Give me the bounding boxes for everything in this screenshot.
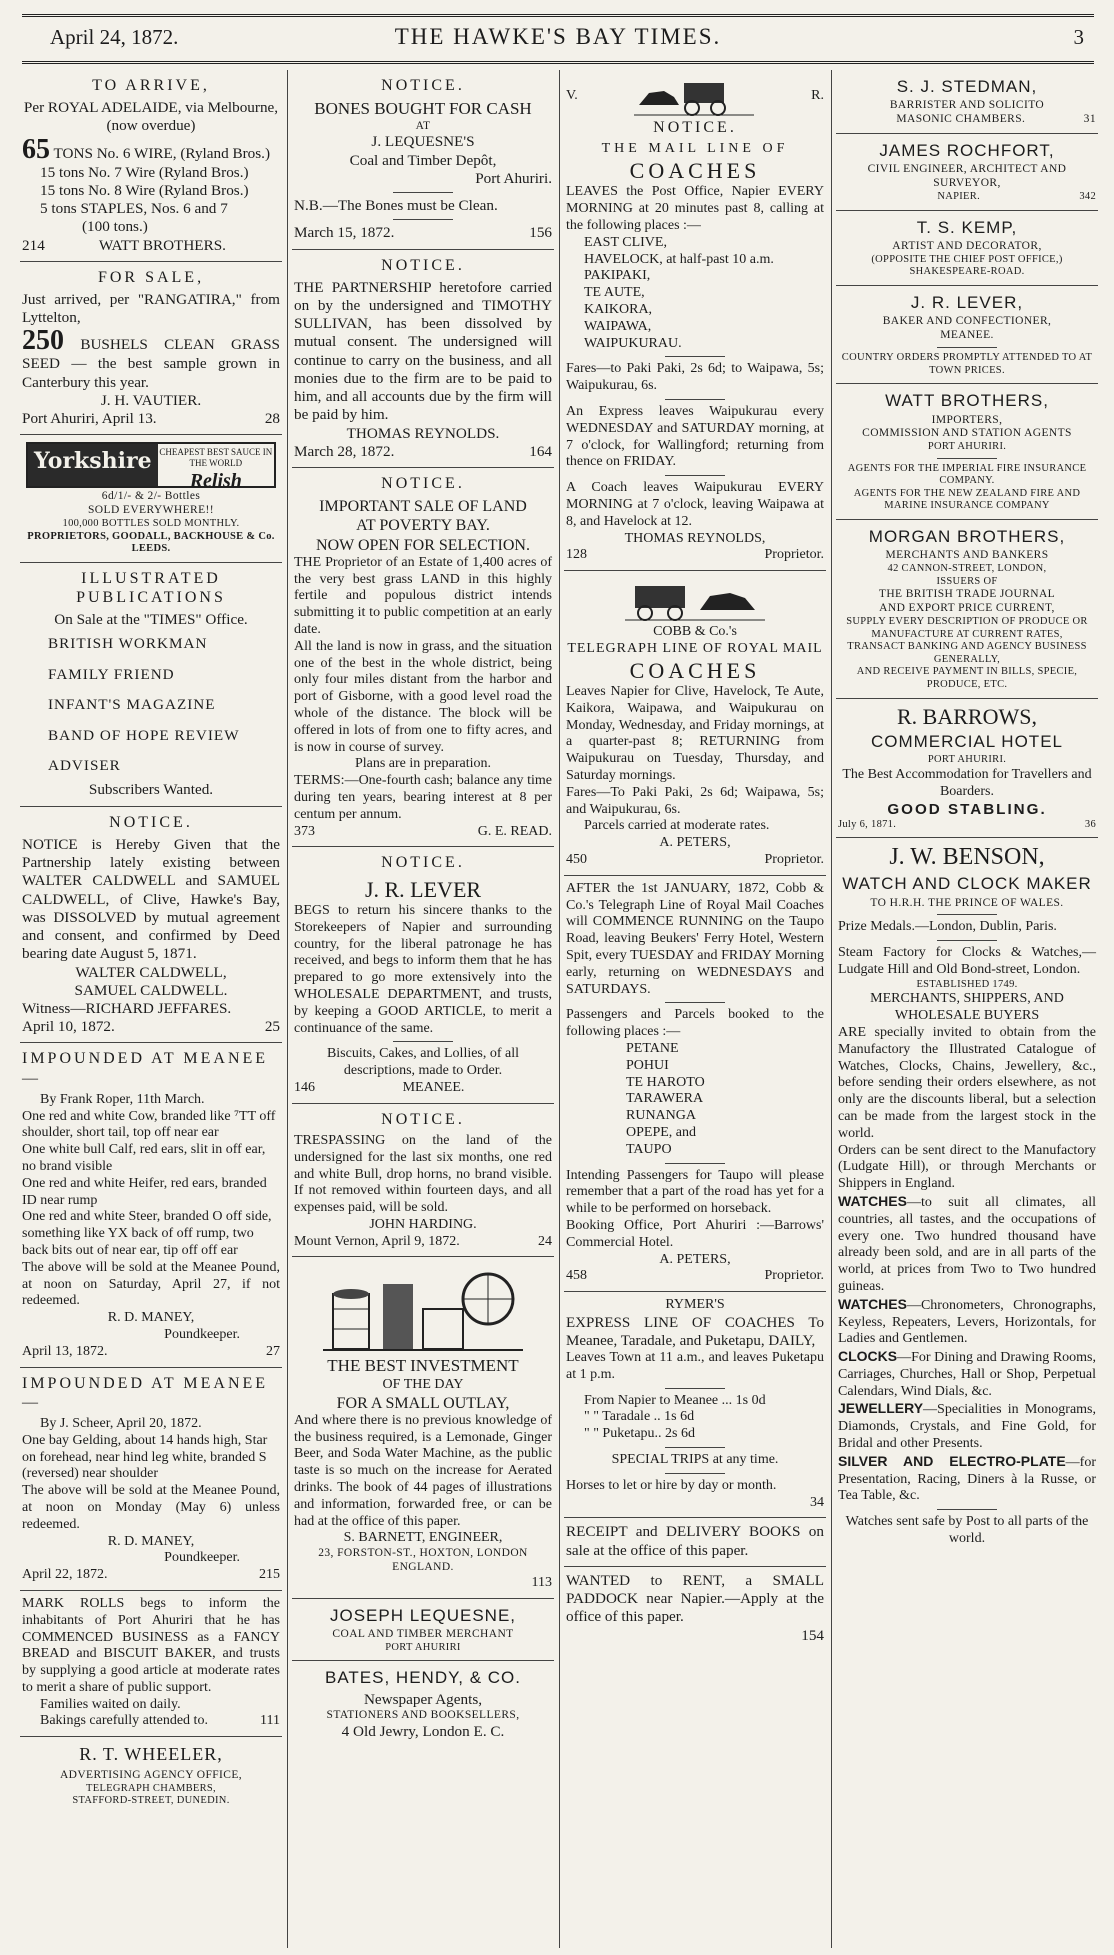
ad-body: BEGS to return his sincere thanks to the Storekeepers of Napier and surrounding country, for the liberal patronage he has received, and begs to inform them that he has prepared to go more extensively into the WHOLESALE DEPARTMENT, and trusts, by keeping a GOOD ARTICLE, to merit a continuance of the same. — [294, 902, 552, 1036]
ad-mark-rolls — [20, 1591, 282, 1737]
ad-signature: A. PETERS, — [659, 1251, 731, 1267]
ad-signature: JOHN HARDING. — [369, 1216, 477, 1232]
ad-line: WATCH AND CLOCK MAKER — [842, 874, 1092, 894]
ad-signature: THOMAS REYNOLDS. — [346, 424, 500, 442]
ad-body: Fares—to Paki Paki, 2s 6d; to Waipawa, 5s; Waipukurau, 6s. — [566, 361, 824, 394]
ad-role: Proprietor. — [764, 547, 824, 563]
ad-line: (100 tons.) — [82, 218, 148, 236]
ad-number: 373 — [294, 823, 315, 839]
ad-line: THE MAIL LINE OF — [601, 141, 789, 157]
ad-line: AND EXPORT PRICE CURRENT, — [879, 602, 1055, 615]
ad-barrows-hotel — [836, 699, 1098, 839]
column-rule — [287, 70, 288, 1948]
ad-line: BARRISTER AND SOLICITO — [889, 99, 1045, 112]
publication-item: BRITISH WORKMAN — [48, 635, 208, 653]
ad-trespassing — [292, 1104, 554, 1258]
ad-number: 31 — [1083, 113, 1096, 126]
ad-benson — [836, 838, 1098, 1553]
ad-heading: WATT BROTHERS, — [885, 391, 1049, 411]
place-item: KAIKORA, — [584, 301, 653, 317]
ad-body: NOTICE is Hereby Given that the Partnership lately existing between WALTER CALDWELL and SAMUEL CALDWELL, of Clive, Hawke's Bay, was DISSOLVED by mutual agreement and consent, and confirmed by Deed bearing date August 5, 1871. — [22, 835, 280, 963]
ad-date: April 13, 1872. — [22, 1343, 108, 1359]
ad-line: COMMERCIAL HOTEL — [870, 731, 1063, 751]
ad-heading: IMPOUNDED AT MEANEE— — [22, 1374, 269, 1411]
ad-number: 28 — [264, 410, 280, 428]
ad-line: SPECIAL TRIPS at any time. — [611, 1451, 779, 1467]
impound-item: One red and white Steer, branded O off side, something like YX back of off rump, two back bits out of near ear, tip off off ear — [22, 1209, 272, 1258]
column-rule — [559, 70, 560, 1948]
ad-line: 15 tons No. 7 Wire (Ryland Bros.) — [40, 163, 249, 181]
ad-body: TRESPASSING on the land of the undersigned for the last six months, one red and white Bull, drop horns, no brand visible. If not removed within fourteen days, and all expenses paid, will be sold. — [294, 1132, 552, 1216]
ad-line: Newspaper Agents, — [363, 1690, 483, 1708]
ad-signature: SAMUEL CALDWELL. — [74, 981, 228, 999]
impound-item: One red and white Cow, branded like ⁷TT off shoulder, short tail, top off near ear — [22, 1108, 276, 1141]
ad-for-sale — [20, 262, 282, 436]
ad-taupo-coaches — [564, 876, 826, 1292]
ad-place: Mount Vernon, April 9, 1872. — [294, 1233, 460, 1249]
ad-line: JEWELLERY — [838, 1400, 924, 1417]
ad-number: 27 — [266, 1343, 280, 1359]
ad-line: SHAKESPEARE-ROAD. — [909, 266, 1025, 278]
ad-number: 24 — [538, 1233, 552, 1249]
ad-body: And where there is no previous knowledge of the business required, is a Lemonade, Ginger Beer, and Soda Water Machine, as the public taste is so much on the increase for Aerated drinks. The book of 44 pages of illustrations and information, forwarded free, or can be had at the office of this paper. — [294, 1412, 552, 1529]
impound-item: One red and white Heifer, red ears, branded ID near rump — [22, 1175, 267, 1208]
ad-bones — [292, 70, 554, 250]
ad-role: Proprietor. — [764, 852, 824, 868]
ad-land-sale — [292, 468, 554, 847]
ad-heading: MORGAN BROTHERS, — [868, 527, 1066, 547]
ad-line: J. LEQUESNE'S — [371, 133, 475, 151]
ad-body: Leaves Napier for Clive, Havelock, Te Aute, Kaikora, Waipawa, and Waipukurau on Monday, Wednesday, and Friday mornings, at a quarter-past 8; RETURNING from Waipukurau on Tuesday, Thursday, and Saturday mornings. — [566, 684, 824, 784]
ad-line: GOOD STABLING. — [887, 800, 1047, 818]
place-item: WAIPUKURAU. — [584, 335, 682, 351]
ad-line: SILVER AND ELECTRO-PLATE — [838, 1452, 1066, 1469]
ad-date: March 28, 1872. — [294, 442, 395, 460]
ad-body: WANTED to RENT, a SMALL PADDOCK near Napier.—Apply at the office of this paper. — [566, 1571, 824, 1626]
ad-bates-hendy — [292, 1661, 554, 1747]
relish-tagline: CHEAPEST BEST SAUCE IN THE WORLD — [159, 447, 273, 469]
fare-line: " " Taradale .. 1s 6d — [584, 1409, 695, 1425]
ad-heading: NOTICE. — [381, 475, 465, 493]
place-item: POHUI — [626, 1057, 669, 1073]
ad-line: WATCHES — [838, 1192, 907, 1209]
ad-line: AGENTS FOR THE IMPERIAL FIRE INSURANCE COMPANY. — [847, 462, 1087, 487]
ad-line: Subscribers Wanted. — [88, 781, 214, 799]
ad-line: THE BEST INVESTMENT — [327, 1356, 519, 1376]
ad-stedman — [836, 70, 1098, 134]
ad-line: Horses to let or hire by day or month. — [566, 1477, 777, 1493]
ad-mail-coaches — [564, 70, 826, 571]
ad-body: Intending Passengers for Taupo will please remember that a part of the road has yet for a while to be performed on horseback. — [566, 1167, 824, 1217]
ad-number: 111 — [260, 1713, 280, 1729]
ad-line: Prize Medals.—London, Dublin, Paris. — [838, 919, 1057, 935]
place-item: RUNANGA — [626, 1108, 696, 1124]
ad-heading: RYMER'S — [665, 1297, 725, 1313]
place-item: WAIPAWA, — [584, 318, 652, 334]
ad-cobb-coaches — [564, 571, 826, 876]
ad-line: OF THE DAY — [382, 1376, 464, 1392]
ad-line: (OPPOSITE THE CHIEF POST OFFICE,) — [871, 253, 1063, 265]
ad-line: Just arrived, per "RANGATIRA," from Lyttelton, — [22, 291, 280, 327]
ad-morgan-brothers — [836, 520, 1098, 699]
ad-body: —for Presentation, Racing, Diners à la Russe, or Tea Table, &c. — [838, 1454, 1096, 1504]
ad-signature: S. BARNETT, ENGINEER, — [343, 1530, 503, 1546]
ad-line: PORT AHURIRI. — [927, 754, 1007, 766]
ad-body: Steam Factory for Clocks & Watches,—Ludgate Hill and Old Bond-street, London. — [838, 945, 1096, 977]
ad-number: 154 — [801, 1626, 824, 1644]
ad-body: MARK ROLLS begs to inform the inhabitants of Port Ahuriri that he has COMMENCED BUSINESS as a FANCY BREAD and BISCUIT BAKER, and trusts by supplying a good article at moderate rates to merit a share of public support. — [22, 1595, 280, 1695]
place-item: TE HAROTO — [626, 1074, 705, 1090]
ad-number: 113 — [531, 1574, 552, 1590]
ad-line: Plans are in preparation. — [354, 756, 492, 772]
ad-body: THE PARTNERSHIP heretofore carried on by the undersigned and TIMOTHY SULLIVAN, has been dissolved by mutual consent. The undersigned will continue to carry on the business, and all monies due to the firm are to be paid to him, and all accounts due by the firm will be paid by him. — [294, 278, 552, 424]
ad-signature: R. D. MANEY, — [107, 1310, 195, 1326]
ad-date: July 6, 1871. — [838, 818, 897, 830]
ad-impounded-2 — [20, 1368, 282, 1591]
ad-illustrated-publications — [20, 563, 282, 807]
ad-body: AFTER the 1st JANUARY, 1872, Cobb & Co.'s Telegraph Line of Royal Mail Coaches will COMMENCE RUNNING on the Taupo Road, leaving Beukers' Ferry Hotel, Western Spit, every TUESDAY and FRIDAY Morning early, returning on WEDNESDAYS and SATURDAYS. — [566, 880, 824, 997]
ad-heading: NOTICE. — [381, 77, 465, 94]
ad-signature: WATT BROTHERS. — [98, 236, 226, 254]
ad-number: 156 — [529, 224, 552, 242]
ad-heading: FOR SALE, — [97, 268, 205, 286]
ad-number: 215 — [259, 1567, 280, 1583]
masthead — [22, 14, 1094, 64]
big-number: 65 — [22, 133, 50, 165]
ad-impounded-1 — [20, 1043, 282, 1367]
big-number: 250 — [22, 325, 64, 357]
ad-body: Booking Office, Port Ahuriri :—Barrows' Commercial Hotel. — [566, 1218, 824, 1250]
ad-line: COUNTRY ORDERS PROMPTLY ATTENDED TO AT TOWN PRICES. — [841, 351, 1093, 376]
ad-heading: R. BARROWS, — [897, 703, 1037, 729]
ad-line: TELEGRAPH CHAMBERS, — [86, 1782, 216, 1794]
ad-date: April 22, 1872. — [22, 1567, 108, 1583]
ad-line: MASONIC CHAMBERS. — [896, 113, 1026, 126]
ad-name: J. R. LEVER — [364, 876, 482, 902]
ad-date: March 15, 1872. — [294, 224, 395, 242]
ad-line: AND RECEIVE PAYMENT IN BILLS, SPECIE, PRODUCE, ETC. — [856, 666, 1078, 690]
ad-line: MEANEE. — [940, 329, 994, 342]
ad-line: CLOCKS — [838, 1348, 898, 1365]
ad-line: TELEGRAPH LINE OF ROYAL MAIL — [567, 640, 823, 656]
place-item: TAUPO — [626, 1141, 672, 1157]
ad-line: ISSUERS OF — [936, 575, 998, 587]
ad-line: PORT AHURIRI. — [927, 441, 1007, 453]
relish-logo — [26, 442, 276, 493]
ad-number: 450 — [566, 852, 587, 868]
place-item: HAVELOCK, at half-past 10 a.m. — [584, 251, 774, 267]
ad-body: EXPRESS LINE OF COACHES To Meanee, Taradale, and Puketapu, DAILY, — [566, 1314, 824, 1349]
ad-partnership — [292, 250, 554, 469]
ad-place: MEANEE. — [402, 1079, 465, 1095]
ad-line: Bakings carefully attended to. — [40, 1713, 208, 1729]
place-item: PAKIPAKI, — [584, 268, 651, 284]
place-item: TE AUTE, — [584, 285, 645, 301]
ad-heading: NOTICE. — [381, 1110, 465, 1128]
ad-line: On Sale at the "TIMES" Office. — [54, 611, 248, 629]
ad-line: Port Ahuriri. — [475, 169, 552, 187]
ad-signature: G. E. READ. — [477, 823, 552, 839]
ad-body: The above will be sold at the Meanee Pound, at noon on Monday (May 6) unless redeemed. — [22, 1483, 280, 1532]
impound-item: One white bull Calf, red ears, slit in off ear, no brand visible — [22, 1142, 266, 1174]
ad-number: 164 — [529, 442, 552, 460]
place-item: TARAWERA — [626, 1091, 704, 1107]
ad-body: ARE specially invited to obtain from the Manufactory the Illustrated Catalogue of Watches, Clocks, Chains, Jewellery, &c., before sending their orders elsewhere, as not only are the discounts liberal, but a selection can be made from the largest stock in the world. — [838, 1024, 1096, 1141]
relish-word: Relish — [189, 470, 242, 493]
ad-body: TERMS:—One-fourth cash; balance any time during ten years, bearing interest at 8 per centum per annum. — [294, 773, 552, 822]
ad-line: NOW OPEN FOR SELECTION. — [316, 536, 530, 554]
ad-watt-brothers — [836, 384, 1098, 520]
ad-lequesne — [292, 1599, 554, 1662]
ad-body: The above will be sold at the Meanee Pound, at noon on Saturday, April 27, if not redeemed. — [22, 1259, 280, 1309]
ad-line: TO H.R.H. THE PRINCE OF WALES. — [870, 896, 1064, 909]
coach-illustration-icon — [625, 578, 765, 622]
ad-line: N.B.—The Bones must be Clean. — [294, 197, 498, 215]
ad-signature: WALTER CALDWELL, — [75, 963, 227, 981]
ad-lever-notice — [292, 847, 554, 1103]
ad-line: Biscuits, Cakes, and Lollies, of all descriptions, made to Order. — [326, 1046, 520, 1079]
ad-line: IMPORTANT SALE OF LAND — [319, 498, 527, 516]
ad-body: —For Dining and Drawing Rooms, Carriages, Churches, Hall or Shop, Perpetual Calendars, Wind Dials, &c. — [838, 1350, 1096, 1399]
ad-line: MERCHANTS AND BANKERS — [885, 549, 1049, 562]
ad-body: RECEIPT and DELIVERY BOOKS on sale at the office of this paper. — [566, 1523, 824, 1559]
ad-line: V. — [566, 87, 578, 103]
publication-item: FAMILY FRIEND — [48, 665, 175, 683]
ad-wheeler — [20, 1737, 282, 1814]
publication-item: ADVISER — [48, 757, 121, 775]
ad-line: 5 tons STAPLES, Nos. 6 and 7 — [40, 200, 228, 218]
ad-number: 36 — [1084, 818, 1096, 830]
ad-place: Port Ahuriri, April 13. — [22, 410, 157, 428]
ad-line: PORT AHURIRI — [385, 1641, 461, 1653]
ad-heading: TO ARRIVE, — [92, 77, 210, 94]
ad-lever-baker — [836, 286, 1098, 384]
ad-body: Orders can be sent direct to the Manufactory (Ludgate Hill), or through Merchants or Shippers in England. — [838, 1142, 1096, 1192]
ad-heading: JAMES ROCHFORT, — [879, 140, 1055, 160]
ad-body: A Coach leaves Waipukurau EVERY MORNING at 7 o'clock, leaving Waipawa at 8, and Havelock at 12. — [566, 480, 824, 529]
page-number: 3 — [1073, 25, 1084, 49]
relish-price: 6d/1/- & 2/- Bottles — [101, 490, 201, 503]
ad-line: STATIONERS AND BOOKSELLERS, — [326, 1709, 520, 1722]
ad-line: The Best Accommodation for Travellers and Boarders. — [842, 766, 1092, 799]
ad-line: By Frank Roper, 11th March. — [40, 1091, 205, 1107]
ad-address: 23, FORSTON-ST., HOXTON, LONDON ENGLAND. — [318, 1547, 528, 1574]
ad-heading: T. S. KEMP, — [916, 217, 1018, 237]
ad-line: 4 Old Jewry, London E. C. — [341, 1722, 505, 1740]
ad-body: An Express leaves Waipukurau every WEDNESDAY and SATURDAY morning, at 7 o'clock, for Wallingford; returning from thence on FRIDAY. — [566, 403, 824, 470]
ad-body: Leaves Town at 11 a.m., and leaves Puketapu at 1 p.m. — [566, 1349, 824, 1382]
ad-body: All the land is now in grass, and the situation one of the best in the whole district, being only four miles distant from the harbor and port of Gisborne, with a good level road the whole of the distance. The block will be offered in lots of from one to fifty acres, and is now in course of survey. — [294, 638, 552, 755]
ad-line: SURVEYOR, — [933, 177, 1001, 190]
ad-caldwell-notice — [20, 807, 282, 1044]
ad-line: 15 tons No. 8 Wire (Ryland Bros.) — [40, 181, 249, 199]
column-4 — [836, 70, 1098, 1950]
soda-machine-illustration-icon — [323, 1264, 523, 1354]
relish-proprietors: PROPRIETORS, GOODALL, BACKHOUSE & Co. LEEDS. — [27, 530, 275, 555]
ad-number: 214 — [22, 236, 45, 254]
fare-line: From Napier to Meanee ... 1s 0d — [584, 1392, 766, 1408]
ad-body: THE Proprietor of an Estate of 1,400 acres of the very best grass LAND in this highly fertile and populous district intends submitting it to public competition at an early date. — [294, 554, 552, 638]
ad-body: BUSHELS CLEAN GRASS SEED — the best sample grown in Canterbury this year. — [22, 336, 281, 391]
ad-number: 128 — [566, 547, 587, 563]
ad-role: Proprietor. — [764, 1268, 824, 1284]
relish-sold: SOLD EVERYWHERE!! — [88, 504, 214, 517]
ad-heading: IMPOUNDED AT MEANEE— — [22, 1050, 269, 1087]
newspaper-title: THE HAWKE'S BAY TIMES. — [394, 24, 722, 49]
ad-line: AGENTS FOR THE NEW ZEALAND FIRE AND MARINE INSURANCE COMPANY — [853, 487, 1081, 512]
ad-heading: JOSEPH LEQUESNE, — [329, 1605, 517, 1625]
ad-heading: R. T. WHEELER, — [79, 1744, 223, 1765]
ad-line: AT POVERTY BAY. — [356, 517, 490, 535]
ad-line: 42 CANNON-STREET, LONDON, — [887, 563, 1047, 575]
ad-heading: NOTICE. — [381, 854, 465, 872]
ad-line: ESTABLISHED 1749. — [916, 978, 1018, 990]
ad-line: ADVERTISING AGENCY OFFICE, — [59, 1768, 243, 1781]
ad-line: BAKER AND CONFECTIONER, — [882, 315, 1052, 328]
ad-signature: J. H. VAUTIER. — [100, 391, 202, 409]
ad-line: COMMISSION AND STATION AGENTS — [862, 427, 1072, 440]
ad-rymers — [564, 1292, 826, 1518]
ad-signature: A. PETERS, — [659, 835, 731, 851]
ad-line: TRANSACT BANKING AND AGENCY BUSINESS GENERALLY, — [847, 641, 1087, 665]
ad-wanted-paddock — [564, 1567, 826, 1651]
relish-logo-word: Yorkshire — [28, 444, 158, 486]
ad-line: BONES BOUGHT FOR CASH — [314, 99, 532, 119]
ad-role: Poundkeeper. — [164, 1326, 240, 1342]
ad-line: (now overdue) — [106, 117, 196, 135]
ad-date: April 10, 1872. — [22, 1018, 115, 1036]
ad-line: WHOLESALE BUYERS — [894, 1008, 1040, 1024]
ad-heading: J. R. LEVER, — [910, 292, 1024, 312]
ad-line: R. — [811, 87, 824, 103]
ad-witness: Witness—RICHARD JEFFARES. — [22, 999, 232, 1017]
ad-line: IMPORTERS, — [931, 413, 1003, 426]
ad-line: WATCHES — [838, 1295, 907, 1312]
ad-line: THE BRITISH TRADE JOURNAL — [878, 588, 1056, 601]
column-3 — [564, 70, 826, 1950]
ad-line: CIVIL ENGINEER, ARCHITECT AND — [867, 163, 1067, 176]
ad-line: FOR A SMALL OUTLAY, — [336, 1394, 510, 1412]
ad-number: 25 — [264, 1018, 280, 1036]
ad-to-arrive — [20, 70, 282, 262]
ad-line: Per ROYAL ADELAIDE, via Melbourne, — [23, 99, 279, 117]
column-2 — [292, 70, 554, 1950]
ad-line: Watches sent safe by Post to all parts of the world. — [845, 1514, 1089, 1547]
ad-signature: R. D. MANEY, — [107, 1533, 195, 1549]
ad-heading: ILLUSTRATED PUBLICATIONS — [76, 569, 226, 606]
ad-line: SUPPLY EVERY DESCRIPTION OF PRODUCE OR MANUFACTURE AT CURRENT RATES, — [846, 616, 1088, 640]
ad-number: 146 — [294, 1079, 315, 1095]
ad-signature: THOMAS REYNOLDS, — [624, 530, 766, 546]
ad-line: By J. Scheer, April 20, 1872. — [40, 1415, 202, 1431]
ad-best-investment — [292, 1257, 554, 1598]
ad-line: ARTIST AND DECORATOR, — [892, 239, 1042, 252]
ad-heading: NOTICE. — [381, 256, 465, 274]
ad-rochfort — [836, 134, 1098, 211]
ad-yorkshire-relish — [20, 435, 282, 562]
coach-illustration-icon — [634, 75, 754, 117]
relish-monthly: 100,000 BOTTLES SOLD MONTHLY. — [62, 518, 240, 530]
issue-date: April 24, 1872. — [50, 25, 179, 49]
ad-heading: NOTICE. — [109, 813, 193, 831]
fare-line: " " Puketapu.. 2s 6d — [584, 1426, 695, 1442]
ad-number: 342 — [1079, 190, 1096, 202]
ad-line: Coal and Timber Depôt, — [349, 151, 497, 169]
ad-receipt-books — [564, 1518, 826, 1566]
ad-line: MERCHANTS, SHIPPERS, AND — [870, 991, 1064, 1007]
ad-line: COACHES — [629, 657, 761, 683]
ad-line: COACHES — [629, 157, 761, 183]
ad-kemp — [836, 211, 1098, 286]
column-1 — [20, 70, 282, 1950]
ad-body: —Specialities in Monograms, Diamonds, Crystals, and Fine Gold, for Bridal and other Presents. — [838, 1402, 1096, 1452]
ad-line: STAFFORD-STREET, DUNEDIN. — [72, 1795, 230, 1807]
place-item: OPEPE, and — [626, 1125, 696, 1141]
ad-heading: J. W. BENSON, — [889, 844, 1045, 871]
place-item: EAST CLIVE, — [584, 234, 667, 250]
publication-item: BAND OF HOPE REVIEW — [48, 726, 240, 744]
ad-line: NAPIER. — [937, 190, 980, 202]
ad-heading: S. J. STEDMAN, — [896, 77, 1038, 96]
ad-heading: NOTICE. — [653, 119, 737, 136]
ad-body: Fares—To Paki Paki, 2s 6d; Waipawa, 5s; and Waipukurau, 6s. — [566, 784, 824, 817]
place-item: PETANE — [626, 1041, 679, 1057]
ad-line: COBB & Co.'s — [653, 624, 737, 640]
ad-number: 458 — [566, 1268, 587, 1284]
ad-number: 34 — [810, 1494, 824, 1510]
ad-line: TONS No. 6 WIRE, (Ryland Bros.) — [53, 144, 271, 162]
ad-body: —to suit all climates, all countries, all tastes, and the occupations of every one. Two hundred thousand have already been sold, and are in all parts of the world, at prices from Two to Two hundred guineas. — [838, 1194, 1096, 1294]
ad-body: —Chronometers, Chronographs, Keyless, Repeaters, Levers, Horizontals, for Ladies and Gentlemen. — [838, 1297, 1096, 1347]
ad-line: AT — [415, 119, 431, 132]
ad-heading: BATES, HENDY, & CO. — [325, 1668, 521, 1688]
ad-body: Passengers and Parcels booked to the following places :— — [566, 1007, 824, 1040]
impound-item: One bay Gelding, about 14 hands high, Star on forehead, near hind leg white, branded S (reversed) near shoulder — [22, 1432, 268, 1482]
column-rule — [831, 70, 832, 1948]
ad-body: LEAVES the Post Office, Napier EVERY MORNING at 20 minutes past 8, calling at the following places :— — [566, 184, 824, 233]
publication-item: INFANT'S MAGAZINE — [48, 696, 216, 714]
ad-line: Parcels carried at moderate rates. — [584, 818, 770, 834]
ad-role: Poundkeeper. — [164, 1550, 240, 1566]
ad-line: COAL AND TIMBER MERCHANT — [332, 1628, 514, 1641]
ad-line: Families waited on daily. — [40, 1696, 181, 1712]
